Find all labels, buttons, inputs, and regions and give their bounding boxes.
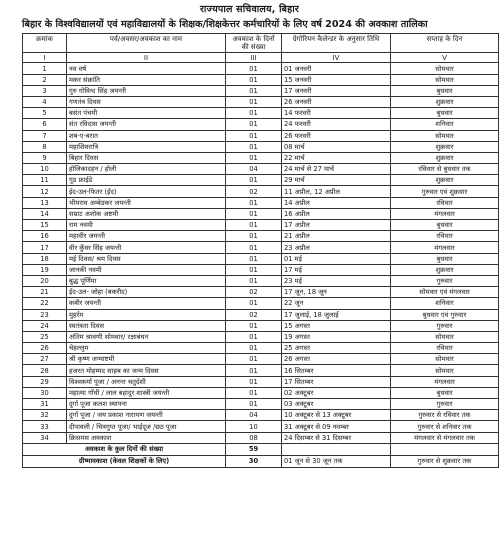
row-days: 01 [226, 119, 282, 130]
row-sn: 29 [23, 376, 67, 387]
row-occasion: दीपावली / चित्रगुप्त पूजा/ भाईदूज /छठ पूजा [67, 421, 226, 432]
row-weekday: शनिवार [391, 298, 499, 309]
row-date: 17 जुलाई, 18 जुलाई [282, 309, 391, 320]
row-date: 19 अगस्त [282, 331, 391, 342]
holiday-table [22, 33, 499, 468]
row-days: 01 [226, 231, 282, 242]
row-days: 01 [226, 208, 282, 219]
table-row [23, 253, 499, 264]
roman-numeral-row [23, 53, 499, 63]
row-days: 02 [226, 186, 282, 197]
roman-1: I [23, 53, 67, 63]
table-row [23, 130, 499, 141]
row-occasion: भीमराव अम्बेडकर जयन्ती [67, 197, 226, 208]
row-days: 08 [226, 432, 282, 443]
row-days: 02 [226, 309, 282, 320]
row-weekday: मंगलवार से मंगलवार तक [391, 432, 499, 443]
row-days: 01 [226, 399, 282, 410]
table-row [23, 85, 499, 96]
table-row [23, 421, 499, 432]
table-row [23, 376, 499, 387]
row-occasion: स्वतंत्रता दिवस [67, 320, 226, 331]
table-row [23, 108, 499, 119]
row-weekday: गुरुवार [391, 399, 499, 410]
row-date: 26 अगस्त [282, 354, 391, 365]
row-sn: 22 [23, 298, 67, 309]
row-sn: 14 [23, 208, 67, 219]
row-days: 01 [226, 108, 282, 119]
row-weekday: सोमवार एवं मंगलवार [391, 287, 499, 298]
row-weekday: शुक्रवार [391, 175, 499, 186]
row-weekday: रविवार [391, 231, 499, 242]
row-sn: 34 [23, 432, 67, 443]
row-days: 01 [226, 63, 282, 74]
col-header-date: ग्रेगोरियन कैलेन्डर के अनुसार तिथि [282, 34, 391, 53]
table-row [23, 74, 499, 85]
row-weekday: शुक्रवार [391, 264, 499, 275]
col-header-days: अवकाश के दिनों की संख्या [226, 34, 282, 53]
row-date: 10 अक्टूबर से 13 अक्टूबर [282, 410, 391, 421]
row-days: 01 [226, 331, 282, 342]
row-sn: 19 [23, 264, 67, 275]
row-occasion: दुर्गा पूजा कलश स्थापना [67, 399, 226, 410]
row-occasion: कबीर जयन्ती [67, 298, 226, 309]
table-row [23, 365, 499, 376]
row-date: 17 जनवरी [282, 85, 391, 96]
row-weekday: शुक्रवार [391, 96, 499, 107]
row-date: 02 अक्टूबर [282, 387, 391, 398]
table-row [23, 186, 499, 197]
row-days: 01 [226, 74, 282, 85]
row-days: 01 [226, 343, 282, 354]
row-date: 16 अप्रील [282, 208, 391, 219]
roman-3: III [226, 53, 282, 63]
row-occasion: महाशिवरात्रि [67, 141, 226, 152]
table-row [23, 141, 499, 152]
row-sn: 26 [23, 343, 67, 354]
row-weekday: बुधवार [391, 387, 499, 398]
row-occasion: होलिकादहन / होली [67, 164, 226, 175]
row-sn: 18 [23, 253, 67, 264]
col-header-weekday: सप्ताह के दिन [391, 34, 499, 53]
table-row [23, 96, 499, 107]
total-row [23, 443, 499, 455]
row-days: 01 [226, 197, 282, 208]
row-occasion: बुद्ध पूर्णिमा [67, 275, 226, 286]
row-weekday: शुक्रवार [391, 152, 499, 163]
row-weekday: शनिवार [391, 119, 499, 130]
row-days: 02 [226, 287, 282, 298]
row-sn: 6 [23, 119, 67, 130]
row-sn: 30 [23, 387, 67, 398]
row-occasion: ईद-उल-फितर (ईद) [67, 186, 226, 197]
summer-days: 30 [226, 455, 282, 467]
row-days: 01 [226, 130, 282, 141]
row-weekday: सोमवार [391, 354, 499, 365]
row-occasion: गुरु गोविन्द सिंह जयन्ती [67, 85, 226, 96]
row-date: 21 अप्रील [282, 231, 391, 242]
table-row [23, 152, 499, 163]
row-days: 01 [226, 264, 282, 275]
row-weekday: रविवार [391, 197, 499, 208]
row-sn: 21 [23, 287, 67, 298]
row-weekday: मंगलवार [391, 376, 499, 387]
row-date: 23 मई [282, 275, 391, 286]
col-header-sn: क्रमांक [23, 34, 67, 53]
row-days: 01 [226, 320, 282, 331]
row-sn: 23 [23, 309, 67, 320]
row-sn: 28 [23, 365, 67, 376]
row-occasion: वीर कुँवर सिंह जयन्ती [67, 242, 226, 253]
row-sn: 8 [23, 141, 67, 152]
table-row [23, 242, 499, 253]
row-sn: 24 [23, 320, 67, 331]
row-days: 01 [226, 141, 282, 152]
row-weekday: शुक्रवार [391, 141, 499, 152]
table-row [23, 63, 499, 74]
row-date: 17 सितम्बर [282, 376, 391, 387]
row-sn: 9 [23, 152, 67, 163]
row-date: 16 सितम्बर [282, 365, 391, 376]
table-row [23, 175, 499, 186]
row-date: 24 मार्च से 27 मार्च [282, 164, 391, 175]
row-occasion: शब-ए-बरात [67, 130, 226, 141]
row-occasion: नव वर्ष [67, 63, 226, 74]
row-weekday: गुरुवार से रविवार तक [391, 410, 499, 421]
row-date: 31 अक्टूबर से 09 नवम्बर [282, 421, 391, 432]
table-row [23, 231, 499, 242]
row-occasion: चेहल्लुम [67, 343, 226, 354]
row-sn: 20 [23, 275, 67, 286]
row-date: 26 फरवरी [282, 130, 391, 141]
row-sn: 1 [23, 63, 67, 74]
table-row [23, 399, 499, 410]
row-weekday: सोमवार [391, 365, 499, 376]
row-sn: 13 [23, 197, 67, 208]
row-days: 04 [226, 410, 282, 421]
table-row [23, 275, 499, 286]
row-sn: 3 [23, 85, 67, 96]
total-days: 59 [226, 443, 282, 455]
row-occasion: मकर संक्रांति [67, 74, 226, 85]
table-body [23, 53, 499, 443]
row-date: 26 जनवरी [282, 96, 391, 107]
row-days: 10 [226, 421, 282, 432]
summer-weekday: गुरुवार से शुक्रवार तक [391, 455, 499, 467]
row-days: 01 [226, 253, 282, 264]
row-occasion: हजरत मोहम्मद साहब का जन्म दिवस [67, 365, 226, 376]
row-weekday: बुधवार [391, 253, 499, 264]
row-date: 01 मई [282, 253, 391, 264]
table-row [23, 208, 499, 219]
row-weekday: सोमवार [391, 331, 499, 342]
row-weekday: रविवार [391, 343, 499, 354]
row-date: 08 मार्च [282, 141, 391, 152]
row-days: 01 [226, 354, 282, 365]
row-date: 17 मई [282, 264, 391, 275]
row-date: 14 फरवरी [282, 108, 391, 119]
row-weekday: बुधवार एवं गुरुवार [391, 309, 499, 320]
row-occasion: गणतंत्र दिवस [67, 96, 226, 107]
row-weekday: रविवार से बुधवार तक [391, 164, 499, 175]
row-weekday: गुरुवार [391, 275, 499, 286]
row-weekday: मंगलवार [391, 242, 499, 253]
row-occasion: महात्मा गाँधी / लाल बहादुर शास्त्री जयन्ती [67, 387, 226, 398]
table-row [23, 432, 499, 443]
row-date: 17 अप्रील [282, 220, 391, 231]
row-date: 01 जनवरी [282, 63, 391, 74]
row-sn: 5 [23, 108, 67, 119]
total-empty-date [282, 443, 391, 455]
table-row [23, 287, 499, 298]
table-row [23, 220, 499, 231]
row-days: 01 [226, 152, 282, 163]
table-row [23, 320, 499, 331]
row-occasion: विश्वकर्मा पूजा / अनन्त चतुर्दशी [67, 376, 226, 387]
row-occasion: ईद-उल- जोहा (बकरीद) [67, 287, 226, 298]
row-sn: 11 [23, 175, 67, 186]
row-occasion: श्री कृष्ण जन्माष्टमी [67, 354, 226, 365]
table-row [23, 197, 499, 208]
row-weekday: मंगलवार [391, 208, 499, 219]
row-date: 24 फरवरी [282, 119, 391, 130]
row-weekday: सोमवार [391, 74, 499, 85]
row-occasion: गुड फ्राईडे [67, 175, 226, 186]
row-occasion: क्रिसमस अवकाश [67, 432, 226, 443]
row-occasion: मई दिवस/ श्रम दिवस [67, 253, 226, 264]
row-sn: 2 [23, 74, 67, 85]
row-date: 11 अप्रील, 12 अप्रील [282, 186, 391, 197]
total-label: अवकाश के कुल दिनों की संख्या [23, 443, 226, 455]
row-days: 01 [226, 275, 282, 286]
row-days: 01 [226, 175, 282, 186]
row-days: 01 [226, 96, 282, 107]
row-date: 15 अगस्त [282, 320, 391, 331]
summer-label: ग्रीष्मावकाश (केवल शिक्षकों के लिए) [23, 455, 226, 467]
row-days: 04 [226, 164, 282, 175]
total-empty-day [391, 443, 499, 455]
row-days: 01 [226, 365, 282, 376]
row-occasion: राम नवमी [67, 220, 226, 231]
summer-date: 01 जून से 30 जून तक [282, 455, 391, 467]
col-header-occasion: पर्व/अवसर/अवकाश का नाम [67, 34, 226, 53]
row-sn: 25 [23, 331, 67, 342]
row-sn: 27 [23, 354, 67, 365]
table-row [23, 309, 499, 320]
row-weekday: बुधवार [391, 85, 499, 96]
row-occasion: जानकी नवमी [67, 264, 226, 275]
row-weekday: गुरुवार एवं शुक्रवार [391, 186, 499, 197]
row-weekday: गुरुवार से शनिवार तक [391, 421, 499, 432]
row-date: 23 अप्रील [282, 242, 391, 253]
row-weekday: सोमवार [391, 130, 499, 141]
row-occasion: सम्राट अशोक अष्टमी [67, 208, 226, 219]
table-row [23, 354, 499, 365]
row-days: 01 [226, 387, 282, 398]
row-days: 01 [226, 376, 282, 387]
row-sn: 4 [23, 96, 67, 107]
row-days: 01 [226, 220, 282, 231]
row-sn: 16 [23, 231, 67, 242]
row-sn: 12 [23, 186, 67, 197]
row-days: 01 [226, 242, 282, 253]
row-sn: 15 [23, 220, 67, 231]
row-weekday: बुधवार [391, 220, 499, 231]
table-row [23, 264, 499, 275]
row-days: 01 [226, 85, 282, 96]
row-date: 15 जनवरी [282, 74, 391, 85]
row-occasion: मुहर्रम [67, 309, 226, 320]
row-weekday: गुरुवार [391, 320, 499, 331]
table-row [23, 387, 499, 398]
document-title: राज्यपाल सचिवालय, बिहार [200, 4, 299, 15]
row-occasion: संत रविदास जयन्ती [67, 119, 226, 130]
table-row [23, 164, 499, 175]
roman-4: IV [282, 53, 391, 63]
row-date: 25 अगस्त [282, 343, 391, 354]
table-row [23, 343, 499, 354]
roman-5: V [391, 53, 499, 63]
document-subtitle: बिहार के विश्वविद्यालयों एवं महाविद्यालयों के शिक्षक/शिक्षकेत्तर कर्मचारियों के लिए वर्ष 2024 की अवकाश तालिका [22, 19, 428, 30]
row-sn: 32 [23, 410, 67, 421]
row-sn: 10 [23, 164, 67, 175]
row-weekday: बुधवार [391, 108, 499, 119]
row-date: 14 अप्रील [282, 197, 391, 208]
row-date: 03 अक्टूबर [282, 399, 391, 410]
row-date: 22 मार्च [282, 152, 391, 163]
row-occasion: बसंत पंचमी [67, 108, 226, 119]
roman-2: II [67, 53, 226, 63]
row-sn: 17 [23, 242, 67, 253]
row-date: 29 मार्च [282, 175, 391, 186]
row-occasion: दुर्गा पूजा / जय प्रकाश नारायण जयन्ती [67, 410, 226, 421]
table-row [23, 331, 499, 342]
row-sn: 31 [23, 399, 67, 410]
row-days: 01 [226, 298, 282, 309]
row-weekday: सोमवार [391, 63, 499, 74]
row-occasion: बिहार दिवस [67, 152, 226, 163]
row-date: 17 जून, 18 जून [282, 287, 391, 298]
row-date: 24 दिसम्बर से 31 दिसम्बर [282, 432, 391, 443]
table-row [23, 119, 499, 130]
row-occasion: अंतिम श्रावणी सोमवार/ रक्षाबंधन [67, 331, 226, 342]
table-row [23, 410, 499, 421]
summer-row [23, 455, 499, 467]
row-occasion: महावीर जयन्ती [67, 231, 226, 242]
row-date: 22 जून [282, 298, 391, 309]
row-sn: 33 [23, 421, 67, 432]
row-sn: 7 [23, 130, 67, 141]
table-header-row [23, 34, 499, 53]
table-row [23, 298, 499, 309]
